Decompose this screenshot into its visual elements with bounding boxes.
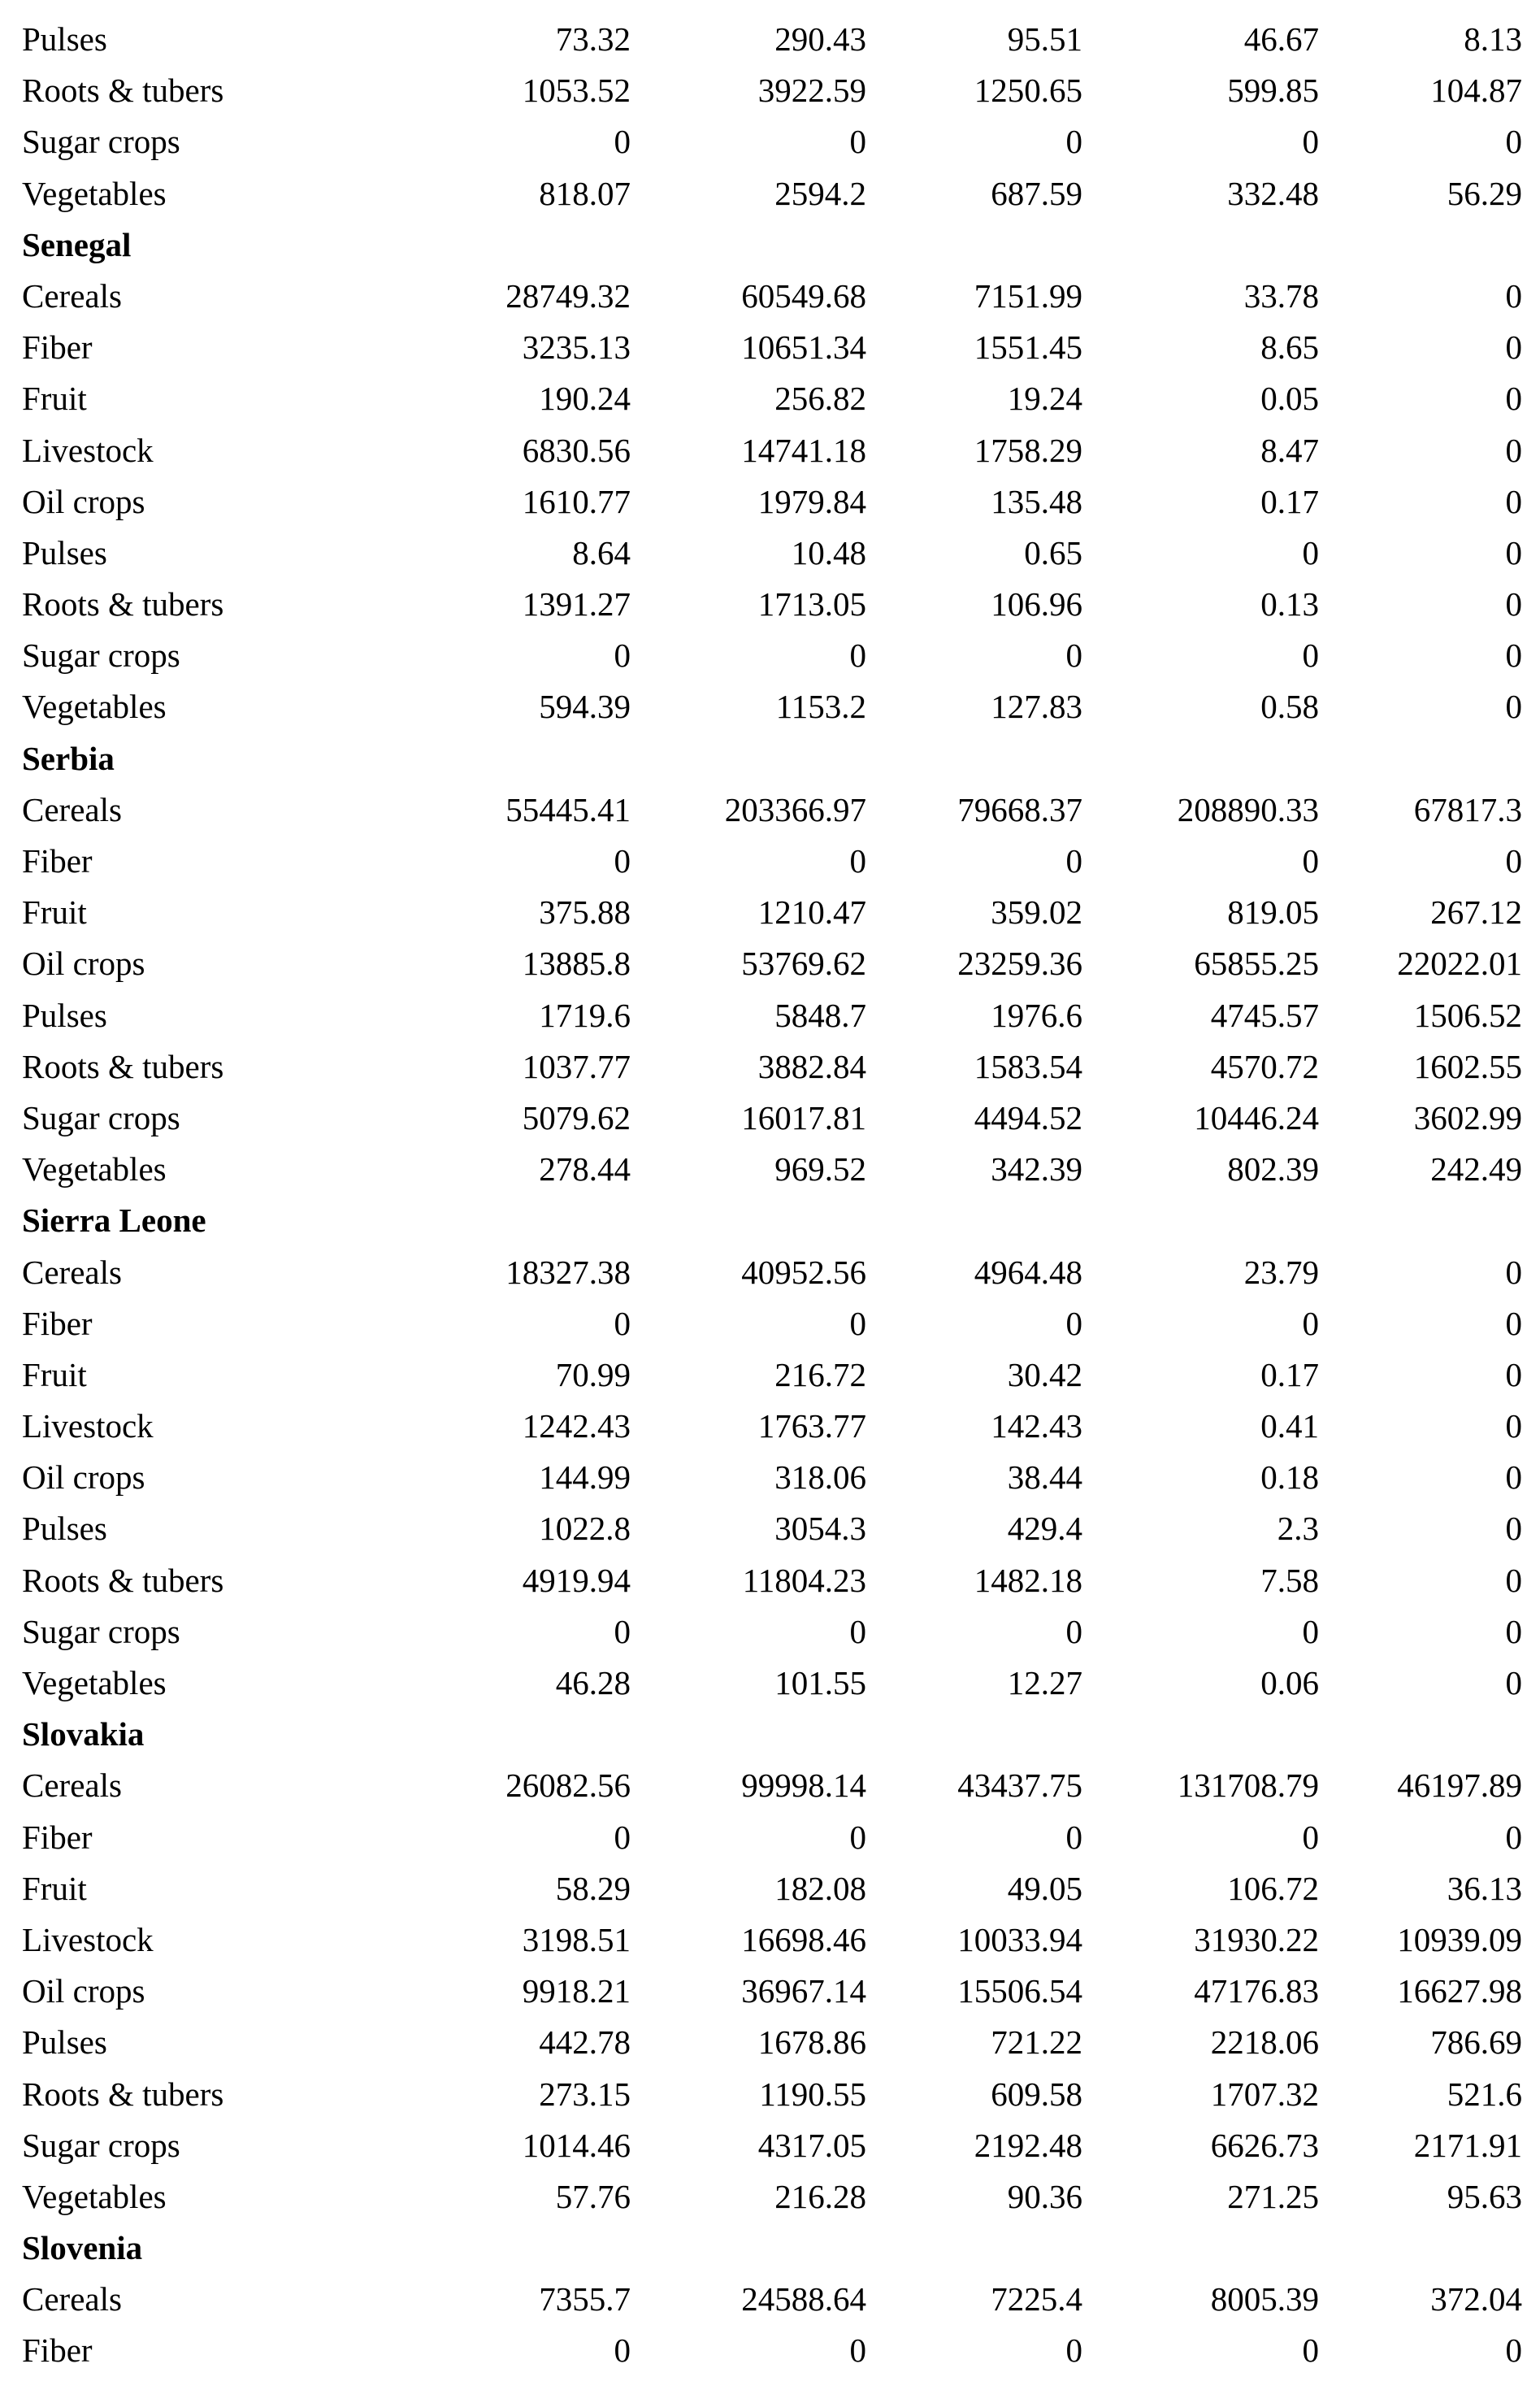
value-cell: 0 <box>1065 1304 1082 1342</box>
table-row <box>0 1041 1540 1093</box>
value-cell: 0 <box>1505 1818 1522 1856</box>
country-name: Sierra Leone <box>22 1202 206 1240</box>
data-table <box>0 14 1540 2377</box>
value-cell: 10.48 <box>791 533 866 571</box>
country-name: Slovenia <box>22 2229 143 2267</box>
table-row <box>0 1401 1540 1452</box>
category-label: Pulses <box>22 2023 107 2062</box>
value-cell: 0 <box>849 123 866 161</box>
value-cell: 36967.14 <box>741 1972 866 2010</box>
value-cell: 429.4 <box>1007 1510 1082 1548</box>
value-cell: 0 <box>1505 328 1522 367</box>
value-cell: 11804.23 <box>742 1561 866 1599</box>
value-cell: 8.13 <box>1464 20 1522 58</box>
value-cell: 0.58 <box>1260 688 1319 726</box>
category-label: Fruit <box>22 1355 87 1393</box>
value-cell: 142.43 <box>991 1407 1082 1445</box>
category-label: Oil crops <box>22 945 145 983</box>
value-cell: 6626.73 <box>1210 2126 1319 2164</box>
category-label: Fiber <box>22 2331 93 2370</box>
value-cell: 1014.46 <box>522 2126 631 2164</box>
value-cell: 95.63 <box>1447 2177 1522 2215</box>
value-cell: 375.88 <box>539 893 631 932</box>
value-cell: 1153.2 <box>775 688 866 726</box>
value-cell: 1763.77 <box>757 1407 866 1445</box>
value-cell: 4570.72 <box>1210 1047 1319 1085</box>
value-cell: 31930.22 <box>1194 1920 1319 1958</box>
value-cell: 16017.81 <box>741 1098 866 1136</box>
value-cell: 0 <box>1302 1818 1319 1856</box>
category-label: Roots & tubers <box>22 72 224 110</box>
value-cell: 3922.59 <box>757 72 866 110</box>
value-cell: 0 <box>1505 380 1522 418</box>
value-cell: 6830.56 <box>522 431 631 469</box>
value-cell: 687.59 <box>991 174 1082 212</box>
value-cell: 0 <box>1302 842 1319 880</box>
value-cell: 58.29 <box>555 1869 631 1907</box>
value-cell: 0 <box>1065 842 1082 880</box>
value-cell: 5848.7 <box>774 996 866 1034</box>
value-cell: 0 <box>1505 533 1522 571</box>
category-label: Fiber <box>22 842 93 880</box>
category-label: Fruit <box>22 1869 87 1907</box>
value-cell: 818.07 <box>539 174 631 212</box>
category-label: Sugar crops <box>22 1612 180 1650</box>
table-row <box>0 65 1540 116</box>
value-cell: 3235.13 <box>522 328 631 367</box>
category-label: Cereals <box>22 1253 122 1291</box>
category-label: Vegetables <box>22 1664 167 1701</box>
table-row <box>0 579 1540 630</box>
value-cell: 0 <box>849 842 866 880</box>
value-cell: 2192.48 <box>974 2126 1082 2164</box>
table-row <box>0 1349 1540 1401</box>
value-cell: 79668.37 <box>957 790 1082 828</box>
value-cell: 0.17 <box>1260 482 1319 520</box>
value-cell: 0.65 <box>1024 533 1082 571</box>
value-cell: 0 <box>1505 1612 1522 1650</box>
table-row <box>0 938 1540 989</box>
value-cell: 1210.47 <box>757 893 866 932</box>
value-cell: 18327.38 <box>505 1253 631 1291</box>
value-cell: 57.76 <box>555 2177 631 2215</box>
value-cell: 46.28 <box>555 1664 631 1701</box>
table-row <box>0 528 1540 579</box>
value-cell: 0 <box>1302 637 1319 675</box>
category-label: Roots & tubers <box>22 1561 224 1599</box>
value-cell: 0 <box>1505 482 1522 520</box>
table-row <box>0 373 1540 424</box>
category-label: Sugar crops <box>22 1098 180 1136</box>
value-cell: 278.44 <box>539 1150 631 1188</box>
value-cell: 0 <box>849 2331 866 2370</box>
value-cell: 46197.89 <box>1397 1766 1522 1805</box>
category-label: Fruit <box>22 893 87 932</box>
value-cell: 30.42 <box>1007 1355 1082 1393</box>
value-cell: 0 <box>614 2331 631 2370</box>
table-row <box>0 1863 1540 1914</box>
value-cell: 372.04 <box>1430 2280 1522 2318</box>
category-label: Fruit <box>22 380 87 418</box>
value-cell: 0 <box>1505 1510 1522 1548</box>
table-row <box>0 1144 1540 1195</box>
value-cell: 318.06 <box>774 1458 866 1497</box>
value-cell: 1242.43 <box>522 1407 631 1445</box>
value-cell: 4964.48 <box>974 1253 1082 1291</box>
value-cell: 36.13 <box>1447 1869 1522 1907</box>
value-cell: 1482.18 <box>974 1561 1082 1599</box>
value-cell: 242.49 <box>1430 1150 1522 1188</box>
category-label: Pulses <box>22 20 107 58</box>
category-label: Vegetables <box>22 1150 167 1188</box>
table-row <box>0 1093 1540 1144</box>
value-cell: 3602.99 <box>1413 1098 1522 1136</box>
value-cell: 0 <box>1505 2331 1522 2370</box>
value-cell: 0 <box>1302 1304 1319 1342</box>
value-cell: 47176.83 <box>1194 1972 1319 2010</box>
value-cell: 0 <box>1505 1253 1522 1291</box>
value-cell: 332.48 <box>1227 174 1319 212</box>
value-cell: 1053.52 <box>522 72 631 110</box>
value-cell: 53769.62 <box>741 945 866 983</box>
value-cell: 8.64 <box>572 533 631 571</box>
value-cell: 19.24 <box>1007 380 1082 418</box>
value-cell: 0.05 <box>1260 380 1319 418</box>
value-cell: 131708.79 <box>1177 1766 1319 1805</box>
category-label: Roots & tubers <box>22 1047 224 1085</box>
table-row <box>0 476 1540 528</box>
value-cell: 267.12 <box>1430 893 1522 932</box>
value-cell: 4745.57 <box>1210 996 1319 1034</box>
value-cell: 40952.56 <box>741 1253 866 1291</box>
value-cell: 0 <box>1505 1664 1522 1701</box>
table-row <box>0 2017 1540 2068</box>
category-label: Pulses <box>22 1510 107 1548</box>
value-cell: 106.96 <box>991 585 1082 624</box>
table-row <box>0 1247 1540 1298</box>
value-cell: 135.48 <box>991 482 1082 520</box>
value-cell: 442.78 <box>539 2023 631 2062</box>
value-cell: 23259.36 <box>957 945 1082 983</box>
value-cell: 182.08 <box>774 1869 866 1907</box>
value-cell: 90.36 <box>1007 2177 1082 2215</box>
category-label: Oil crops <box>22 1458 145 1497</box>
category-label: Fiber <box>22 1818 93 1856</box>
category-label: Vegetables <box>22 174 167 212</box>
category-label: Roots & tubers <box>22 585 224 624</box>
table-row <box>0 1452 1540 1503</box>
value-cell: 7355.7 <box>539 2280 631 2318</box>
table-row <box>0 1606 1540 1658</box>
value-cell: 1707.32 <box>1210 2075 1319 2113</box>
category-label: Fiber <box>22 1304 93 1342</box>
value-cell: 23.79 <box>1243 1253 1319 1291</box>
value-cell: 13885.8 <box>522 945 631 983</box>
value-cell: 208890.33 <box>1177 790 1319 828</box>
table-row <box>0 836 1540 887</box>
value-cell: 16627.98 <box>1397 1972 1522 2010</box>
table-row <box>0 887 1540 938</box>
value-cell: 1250.65 <box>974 72 1082 110</box>
country-heading-row <box>0 219 1540 271</box>
value-cell: 2.3 <box>1277 1510 1319 1548</box>
table-row <box>0 1658 1540 1709</box>
value-cell: 3198.51 <box>522 1920 631 1958</box>
value-cell: 721.22 <box>991 2023 1082 2062</box>
value-cell: 8.47 <box>1260 431 1319 469</box>
value-cell: 0.18 <box>1260 1458 1319 1497</box>
value-cell: 0 <box>1065 1818 1082 1856</box>
country-heading-row <box>0 1709 1540 1760</box>
value-cell: 4494.52 <box>974 1098 1082 1136</box>
value-cell: 0 <box>849 637 866 675</box>
value-cell: 2594.2 <box>774 174 866 212</box>
value-cell: 1610.77 <box>522 482 631 520</box>
table-row <box>0 168 1540 219</box>
country-heading-row <box>0 1195 1540 1246</box>
value-cell: 104.87 <box>1430 72 1522 110</box>
category-label: Livestock <box>22 431 154 469</box>
value-cell: 33.78 <box>1243 276 1319 315</box>
value-cell: 10033.94 <box>957 1920 1082 1958</box>
value-cell: 12.27 <box>1007 1664 1082 1701</box>
value-cell: 599.85 <box>1227 72 1319 110</box>
value-cell: 106.72 <box>1227 1869 1319 1907</box>
category-label: Fiber <box>22 328 93 367</box>
value-cell: 38.44 <box>1007 1458 1082 1497</box>
value-cell: 7.58 <box>1260 1561 1319 1599</box>
value-cell: 969.52 <box>774 1150 866 1188</box>
value-cell: 16698.46 <box>741 1920 866 1958</box>
value-cell: 0 <box>1505 637 1522 675</box>
country-heading-row <box>0 733 1540 784</box>
category-label: Oil crops <box>22 482 145 520</box>
value-cell: 0 <box>1505 1355 1522 1393</box>
table-row <box>0 630 1540 681</box>
category-label: Sugar crops <box>22 637 180 675</box>
value-cell: 0 <box>1505 123 1522 161</box>
value-cell: 0 <box>1505 688 1522 726</box>
category-label: Livestock <box>22 1407 154 1445</box>
value-cell: 0 <box>1505 1561 1522 1599</box>
value-cell: 1190.55 <box>759 2075 866 2113</box>
value-cell: 10939.09 <box>1397 1920 1522 1958</box>
table-row <box>0 2171 1540 2223</box>
value-cell: 342.39 <box>991 1150 1082 1188</box>
value-cell: 609.58 <box>991 2075 1082 2113</box>
value-cell: 0.17 <box>1260 1355 1319 1393</box>
value-cell: 1678.86 <box>757 2023 866 2062</box>
value-cell: 0 <box>849 1304 866 1342</box>
category-label: Oil crops <box>22 1972 145 2010</box>
value-cell: 0 <box>1505 1407 1522 1445</box>
value-cell: 0 <box>1505 276 1522 315</box>
value-cell: 70.99 <box>555 1355 631 1393</box>
value-cell: 0.41 <box>1260 1407 1319 1445</box>
table-row <box>0 990 1540 1041</box>
value-cell: 0 <box>1505 1458 1522 1497</box>
value-cell: 5079.62 <box>522 1098 631 1136</box>
value-cell: 0 <box>1065 637 1082 675</box>
value-cell: 0 <box>1505 585 1522 624</box>
value-cell: 0 <box>1302 123 1319 161</box>
country-name: Senegal <box>22 225 132 263</box>
value-cell: 1583.54 <box>974 1047 1082 1085</box>
value-cell: 24588.64 <box>741 2280 866 2318</box>
value-cell: 55445.41 <box>505 790 631 828</box>
table-row <box>0 322 1540 373</box>
table-row <box>0 1503 1540 1554</box>
value-cell: 0 <box>614 1818 631 1856</box>
category-label: Sugar crops <box>22 123 180 161</box>
value-cell: 0 <box>1065 2331 1082 2370</box>
table-row <box>0 1812 1540 1863</box>
value-cell: 216.28 <box>774 2177 866 2215</box>
value-cell: 0 <box>1505 431 1522 469</box>
value-cell: 786.69 <box>1430 2023 1522 2062</box>
table-row <box>0 1298 1540 1349</box>
value-cell: 0 <box>614 1304 631 1342</box>
country-name: Serbia <box>22 739 115 777</box>
value-cell: 144.99 <box>539 1458 631 1497</box>
value-cell: 0 <box>1505 842 1522 880</box>
table-row <box>0 425 1540 476</box>
value-cell: 1037.77 <box>522 1047 631 1085</box>
table-row <box>0 2274 1540 2325</box>
value-cell: 0 <box>1505 1304 1522 1342</box>
value-cell: 0 <box>1065 123 1082 161</box>
value-cell: 60549.68 <box>741 276 866 315</box>
value-cell: 26082.56 <box>505 1766 631 1805</box>
value-cell: 0.13 <box>1260 585 1319 624</box>
value-cell: 1602.55 <box>1413 1047 1522 1085</box>
value-cell: 1391.27 <box>522 585 631 624</box>
value-cell: 1979.84 <box>757 482 866 520</box>
value-cell: 2218.06 <box>1210 2023 1319 2062</box>
value-cell: 1758.29 <box>974 431 1082 469</box>
value-cell: 594.39 <box>539 688 631 726</box>
value-cell: 15506.54 <box>957 1972 1082 2010</box>
value-cell: 802.39 <box>1227 1150 1319 1188</box>
value-cell: 0 <box>614 842 631 880</box>
value-cell: 0 <box>1302 533 1319 571</box>
category-label: Roots & tubers <box>22 2075 224 2113</box>
value-cell: 0 <box>1065 1612 1082 1650</box>
value-cell: 8005.39 <box>1210 2280 1319 2318</box>
value-cell: 819.05 <box>1227 893 1319 932</box>
category-label: Cereals <box>22 2280 122 2318</box>
value-cell: 216.72 <box>774 1355 866 1393</box>
value-cell: 28749.32 <box>505 276 631 315</box>
category-label: Sugar crops <box>22 2126 180 2164</box>
value-cell: 0.06 <box>1260 1664 1319 1701</box>
value-cell: 99998.14 <box>741 1766 866 1805</box>
value-cell: 1551.45 <box>974 328 1082 367</box>
value-cell: 10446.24 <box>1194 1098 1319 1136</box>
table-row <box>0 784 1540 836</box>
table-row <box>0 2120 1540 2171</box>
value-cell: 0 <box>1302 2331 1319 2370</box>
value-cell: 8.65 <box>1260 328 1319 367</box>
value-cell: 95.51 <box>1007 20 1082 58</box>
table-row <box>0 2069 1540 2120</box>
country-heading-row <box>0 2223 1540 2274</box>
value-cell: 1022.8 <box>539 1510 631 1548</box>
value-cell: 127.83 <box>991 688 1082 726</box>
value-cell: 521.6 <box>1447 2075 1522 2113</box>
table-row <box>0 681 1540 732</box>
value-cell: 49.05 <box>1007 1869 1082 1907</box>
value-cell: 3882.84 <box>757 1047 866 1085</box>
table-row <box>0 14 1540 65</box>
value-cell: 190.24 <box>539 380 631 418</box>
category-label: Pulses <box>22 533 107 571</box>
table-row <box>0 1555 1540 1606</box>
value-cell: 0 <box>1302 1612 1319 1650</box>
value-cell: 1976.6 <box>991 996 1082 1034</box>
value-cell: 43437.75 <box>957 1766 1082 1805</box>
value-cell: 56.29 <box>1447 174 1522 212</box>
value-cell: 65855.25 <box>1194 945 1319 983</box>
category-label: Vegetables <box>22 2177 167 2215</box>
value-cell: 256.82 <box>774 380 866 418</box>
category-label: Pulses <box>22 996 107 1034</box>
value-cell: 10651.34 <box>741 328 866 367</box>
category-label: Cereals <box>22 276 122 315</box>
value-cell: 1713.05 <box>757 585 866 624</box>
value-cell: 271.25 <box>1227 2177 1319 2215</box>
table-row <box>0 1914 1540 1966</box>
value-cell: 1719.6 <box>539 996 631 1034</box>
table-row <box>0 271 1540 322</box>
value-cell: 359.02 <box>991 893 1082 932</box>
value-cell: 203366.97 <box>724 790 866 828</box>
value-cell: 73.32 <box>555 20 631 58</box>
category-label: Vegetables <box>22 688 167 726</box>
value-cell: 46.67 <box>1243 20 1319 58</box>
value-cell: 14741.18 <box>741 431 866 469</box>
value-cell: 22022.01 <box>1397 945 1522 983</box>
value-cell: 2171.91 <box>1413 2126 1522 2164</box>
value-cell: 101.55 <box>774 1664 866 1701</box>
category-label: Livestock <box>22 1920 154 1958</box>
value-cell: 0 <box>614 1612 631 1650</box>
value-cell: 1506.52 <box>1413 996 1522 1034</box>
value-cell: 9918.21 <box>522 1972 631 2010</box>
country-name: Slovakia <box>22 1715 145 1753</box>
table-row <box>0 116 1540 167</box>
value-cell: 273.15 <box>539 2075 631 2113</box>
value-cell: 0 <box>614 637 631 675</box>
value-cell: 7151.99 <box>974 276 1082 315</box>
value-cell: 0 <box>849 1612 866 1650</box>
value-cell: 4317.05 <box>757 2126 866 2164</box>
value-cell: 4919.94 <box>522 1561 631 1599</box>
value-cell: 7225.4 <box>991 2280 1082 2318</box>
category-label: Cereals <box>22 790 122 828</box>
value-cell: 67817.3 <box>1413 790 1522 828</box>
value-cell: 0 <box>614 123 631 161</box>
table-row <box>0 1760 1540 1811</box>
value-cell: 3054.3 <box>774 1510 866 1548</box>
table-row <box>0 1966 1540 2017</box>
table-row <box>0 2325 1540 2376</box>
category-label: Cereals <box>22 1766 122 1805</box>
value-cell: 290.43 <box>774 20 866 58</box>
value-cell: 0 <box>849 1818 866 1856</box>
